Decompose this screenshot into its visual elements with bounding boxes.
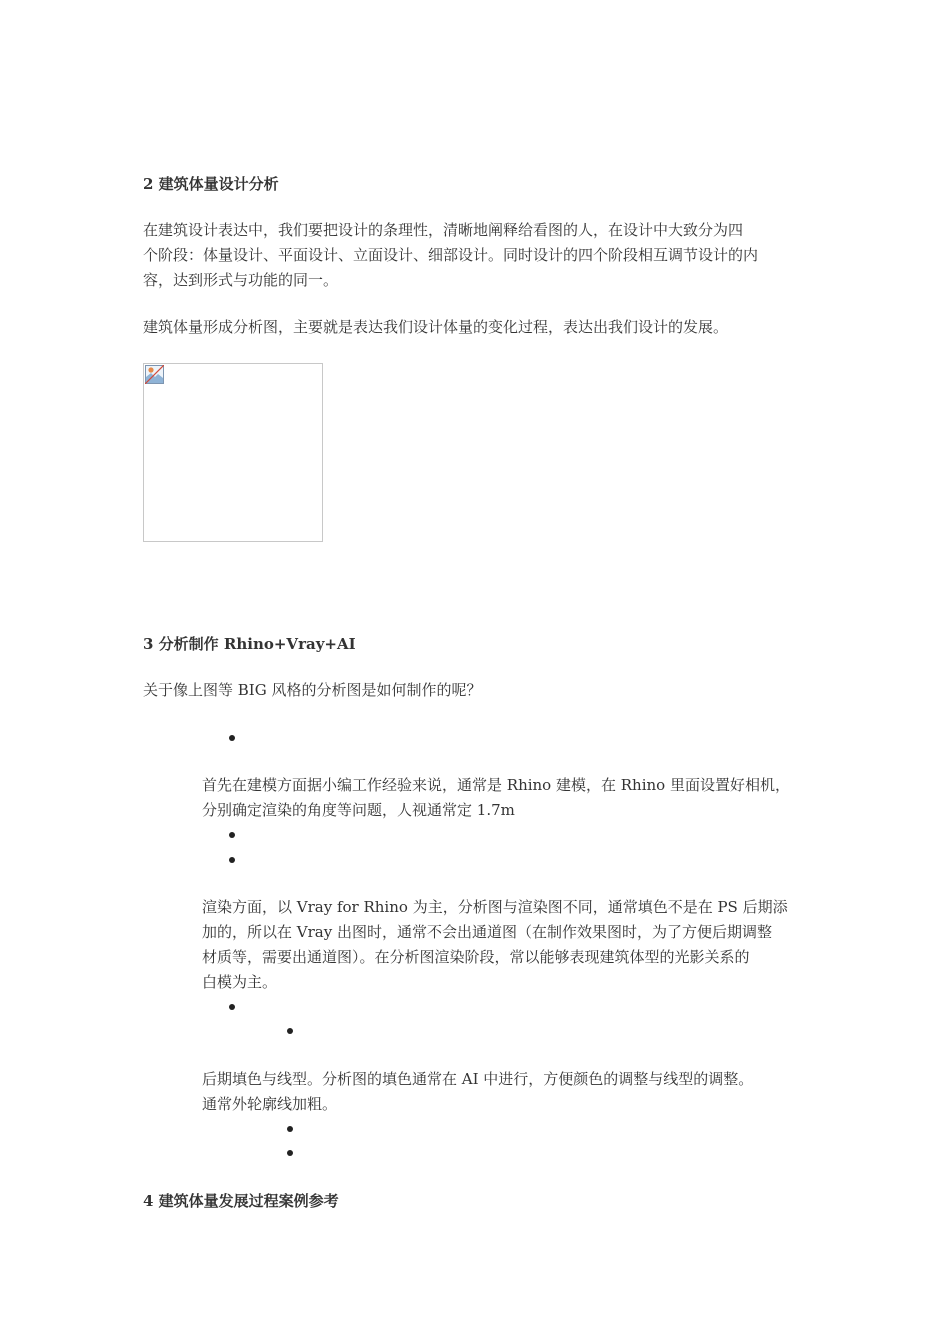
section-2-paragraph-1-line: 容，达到形式与功能的同一。 (143, 271, 339, 289)
section-3-intro: 关于像上图等 BIG 风格的分析图是如何制作的呢？ (143, 681, 482, 699)
rendering-paragraph-line: 渲染方面，以 Vray for Rhino 为主，分析图与渲染图不同，通常填色不是在 PS 后期添 (202, 898, 788, 916)
rendering-paragraph (202, 895, 788, 995)
broken-image-icon (145, 365, 164, 384)
section-2-heading: 2 建筑体量设计分析 (143, 175, 279, 193)
rendering-paragraph-line: 白模为主。 (202, 973, 278, 991)
list-bullet-nested (287, 1028, 293, 1034)
list-bullet (229, 735, 235, 741)
section-2-paragraph-1-line: 个阶段：体量设计、平面设计、立面设计、细部设计。同时设计的四个阶段相互调节设计的内 (143, 246, 759, 264)
rendering-paragraph-line: 材质等，需要出通道图）。在分析图渲染阶段，常以能够表现建筑体型的光影关系的 (202, 948, 750, 966)
rendering-paragraph-line: 加的，所以在 Vray 出图时，通常不会出通道图（在制作效果图时，为了方便后期调整 (202, 923, 772, 941)
section-2-paragraph-1 (143, 218, 758, 293)
section-2-paragraph-2: 建筑体量形成分析图，主要就是表达我们设计体量的变化过程，表达出我们设计的发展。 (143, 318, 729, 336)
list-bullet (229, 1004, 235, 1010)
post-processing-paragraph-line: 后期填色与线型。分析图的填色通常在 AI 中进行，方便颜色的调整与线型的调整。 (202, 1070, 754, 1088)
section-3-heading: 3 分析制作 Rhino+Vray+AI (143, 635, 356, 653)
post-processing-paragraph (202, 1067, 753, 1117)
section-2-paragraph-1-line: 在建筑设计表达中，我们要把设计的条理性，清晰地阐释给看图的人，在设计中大致分为四 (143, 221, 744, 239)
section-4-heading: 4 建筑体量发展过程案例参考 (143, 1192, 339, 1210)
list-bullet (229, 857, 235, 863)
post-processing-paragraph-line: 通常外轮廓线加粗。 (202, 1095, 338, 1113)
list-bullet-nested (287, 1126, 293, 1132)
modeling-paragraph-line: 分别确定渲染的角度等问题，人视通常定 1.7m (202, 801, 515, 819)
list-bullet (229, 832, 235, 838)
image-placeholder (143, 363, 323, 542)
modeling-paragraph-line: 首先在建模方面据小编工作经验来说，通常是 Rhino 建模，在 Rhino 里面设置好相机， (202, 776, 790, 794)
list-bullet-nested (287, 1150, 293, 1156)
modeling-paragraph (202, 773, 790, 823)
